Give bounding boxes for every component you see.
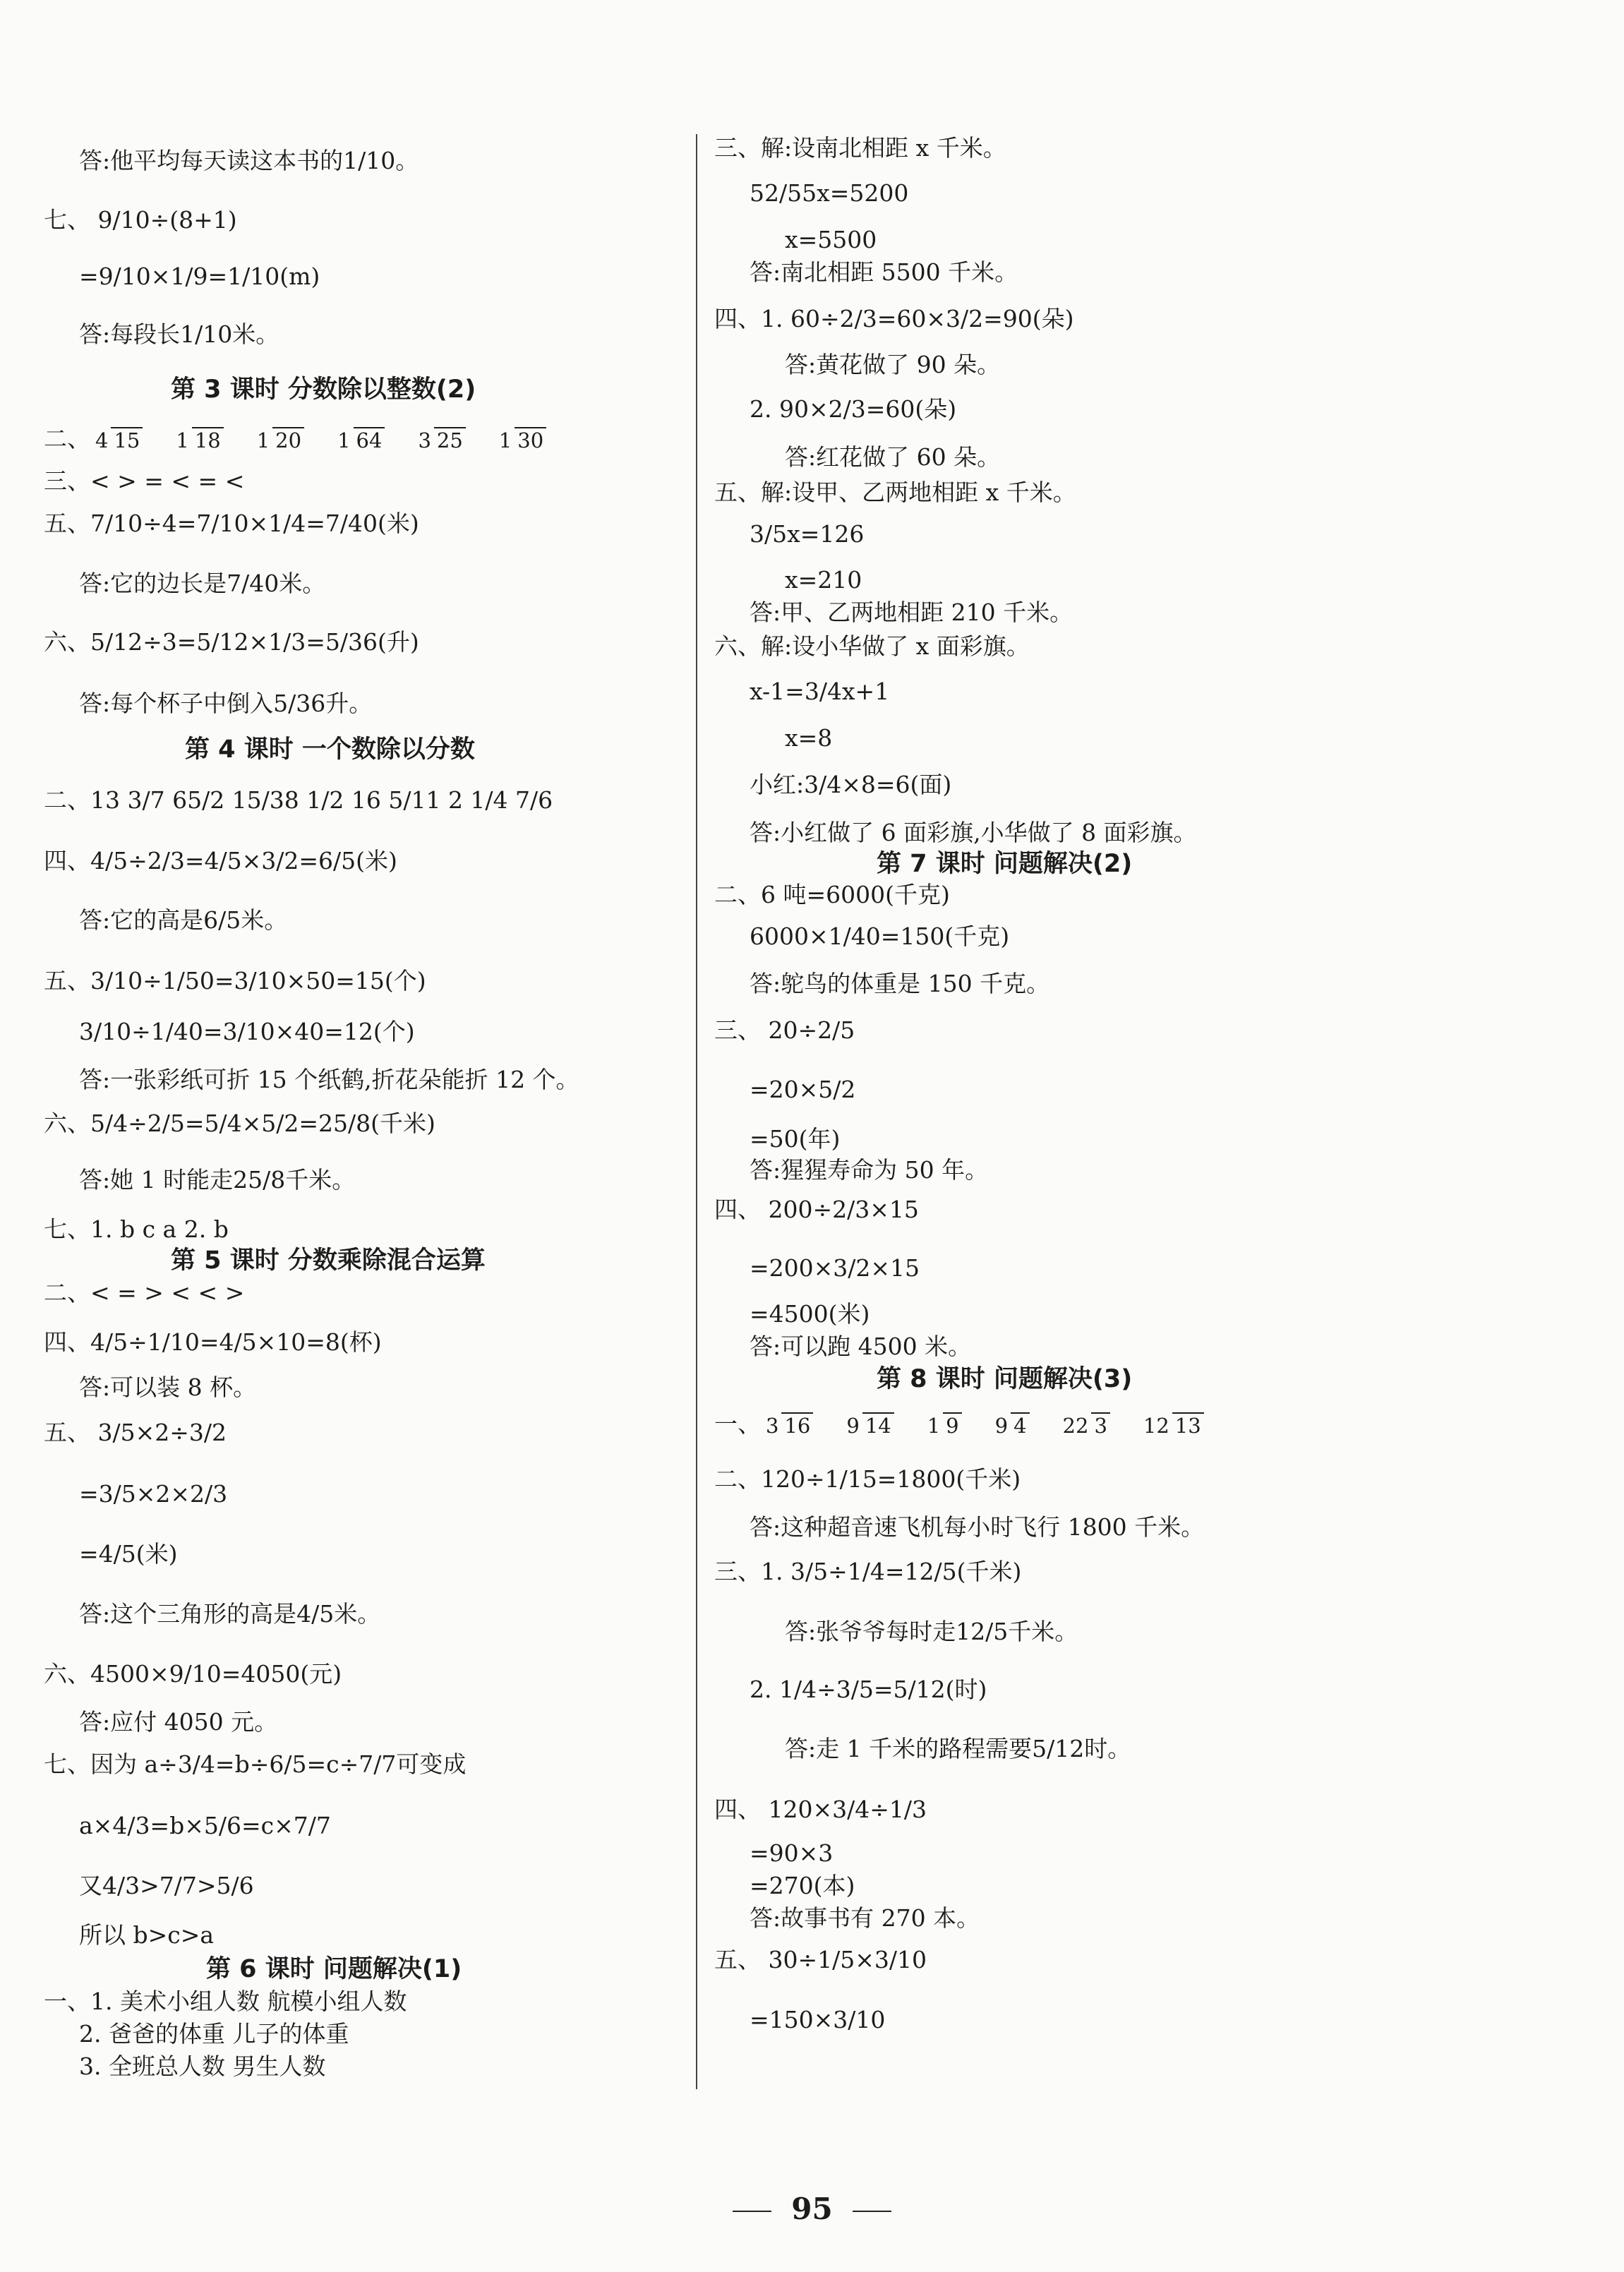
equation-line: 六、5/4÷2/5=5/4×5/2=25/8(千米) — [44, 1110, 435, 1137]
denominator: 64 — [354, 427, 385, 452]
equation-line: 七、因为 a÷3/4=b÷6/5=c÷7/7可变成 — [44, 1750, 467, 1778]
equation-line: =90×3 — [750, 1839, 834, 1867]
equation-line: =4/5(米) — [79, 1540, 178, 1568]
dash-left — [733, 2211, 771, 2212]
answer-line: 答:一张彩纸可折 15 个纸鹤,折花朵能折 12 个。 — [79, 1066, 579, 1093]
equation-line: 四、1. 60÷2/3=60×3/2=90(朵) — [714, 305, 1074, 332]
conclusion-line: 所以 b>c>a — [79, 1921, 215, 1949]
lesson-heading: 第 8 课时 问题解决(3) — [877, 1365, 1133, 1393]
fraction-answers — [761, 1410, 1232, 1438]
solution-line: 六、解:设小华做了 x 面彩旗。 — [714, 632, 1030, 660]
denominator: 15 — [111, 427, 143, 452]
equation-line: 三、 20÷2/5 — [714, 1016, 855, 1044]
fraction — [335, 428, 385, 452]
fraction — [254, 428, 304, 452]
answer-line: 答:每段长1/10米。 — [79, 320, 279, 348]
lesson-heading: 第 4 课时 一个数除以分数 — [185, 735, 475, 764]
comparison-line: 三、< > = < = < — [44, 467, 245, 495]
equation-line: 五、 3/5×2÷3/2 — [44, 1419, 227, 1446]
fraction-list — [714, 1409, 1232, 1440]
equation-line: =20×5/2 — [750, 1076, 856, 1103]
equation-line: 又4/3>7/7>5/6 — [79, 1872, 254, 1899]
equation-line: 小红:3/4×8=6(面) — [750, 771, 952, 798]
page-number — [0, 2192, 1624, 2226]
answer-line: 答:鸵鸟的体重是 150 千克。 — [750, 970, 1050, 997]
answer-line: 3. 全班总人数 男生人数 — [79, 2052, 326, 2080]
answer-line: 答:小红做了 6 面彩旗,小华做了 8 面彩旗。 — [750, 819, 1197, 846]
fraction — [843, 1414, 894, 1438]
solution-line: 三、解:设南北相距 x 千米。 — [714, 134, 1006, 162]
answer-line: 答:它的边长是7/40米。 — [79, 570, 326, 597]
numerator: 12 — [1143, 1414, 1169, 1438]
equation-line: 2. 1/4÷3/5=5/12(时) — [750, 1676, 987, 1703]
equation-line: 五、3/10÷1/50=3/10×50=15(个) — [44, 967, 426, 994]
equation-line: 五、 30÷1/5×3/10 — [714, 1946, 927, 1973]
equation-line: 3/5x=126 — [750, 520, 865, 548]
equation-line: x=210 — [785, 566, 862, 594]
numerator: 3 — [766, 1414, 779, 1438]
denominator: 30 — [515, 427, 546, 452]
answer-line: 答:可以装 8 杯。 — [79, 1374, 257, 1401]
answer-line: 答:走 1 千米的路程需要5/12时。 — [785, 1735, 1131, 1762]
comparison-line: 二、< = > < < > — [44, 1279, 245, 1306]
numerator: 9 — [994, 1414, 1009, 1438]
lesson-heading: 第 3 课时 分数除以整数(2) — [171, 375, 476, 404]
fraction-answers — [90, 425, 575, 452]
answer-line: 2. 爸爸的体重 儿子的体重 — [79, 2020, 349, 2048]
equation-line: 二、120÷1/15=1800(千米) — [714, 1465, 1021, 1493]
numerator: 22 — [1062, 1414, 1089, 1438]
denominator: 16 — [781, 1412, 813, 1438]
answer-line: 答:这个三角形的高是4/5米。 — [79, 1600, 381, 1628]
equation-line: 四、4/5÷1/10=4/5×10=8(杯) — [44, 1328, 382, 1356]
equation-line: =150×3/10 — [750, 2006, 886, 2033]
denominator: 3 — [1091, 1412, 1109, 1438]
solution-line: 五、解:设甲、乙两地相距 x 千米。 — [714, 479, 1076, 506]
numerator: 3 — [418, 428, 431, 452]
answer-line: 答:猩猩寿命为 50 年。 — [750, 1156, 989, 1184]
answer-line: 一、1. 美术小组人数 航模小组人数 — [44, 1988, 407, 2015]
answer-line: 答:每个杯子中倒入5/36升。 — [79, 690, 373, 717]
answer-line: 答:故事书有 270 本。 — [750, 1904, 980, 1932]
fraction-list: 二、13 3/7 65/2 15/38 1/2 16 5/11 2 1/4 7/6 — [44, 786, 553, 814]
item-label: 二、 — [44, 425, 90, 452]
denominator: 14 — [862, 1412, 894, 1438]
equation-line: 四、4/5÷2/3=4/5×3/2=6/5(米) — [44, 847, 397, 874]
page-number-text: 95 — [791, 2192, 833, 2226]
equation-line: =200×3/2×15 — [750, 1254, 920, 1282]
fraction — [925, 1414, 962, 1438]
fraction — [1060, 1414, 1110, 1438]
choice-line: 七、1. b c a 2. b — [44, 1215, 229, 1243]
numerator: 4 — [95, 428, 109, 452]
fraction — [173, 428, 223, 452]
equation-line: =4500(米) — [750, 1300, 870, 1328]
numerator: 9 — [846, 1414, 860, 1438]
answer-line: 答:应付 4050 元。 — [79, 1708, 278, 1736]
column-divider — [696, 134, 697, 2089]
equation-line: 四、 200÷2/3×15 — [714, 1196, 919, 1223]
lesson-heading: 第 6 课时 问题解决(1) — [206, 1955, 462, 1983]
denominator: 9 — [943, 1412, 961, 1438]
denominator: 4 — [1011, 1412, 1029, 1438]
equation-line: x=8 — [785, 724, 833, 752]
answer-line: 答:甲、乙两地相距 210 千米。 — [750, 599, 1073, 626]
equation-line: 六、5/12÷3=5/12×1/3=5/36(升) — [44, 628, 419, 656]
fraction — [415, 428, 465, 452]
numerator: 1 — [498, 428, 512, 452]
equation-line: 2. 90×2/3=60(朵) — [750, 395, 957, 423]
equation-line: =50(年) — [750, 1125, 841, 1153]
equation-line: 四、 120×3/4÷1/3 — [714, 1796, 927, 1823]
fraction — [92, 428, 143, 452]
lesson-heading: 第 7 课时 问题解决(2) — [877, 850, 1133, 878]
answer-line: 答:南北相距 5500 千米。 — [750, 258, 1018, 286]
fraction — [496, 428, 546, 452]
denominator: 20 — [272, 427, 304, 452]
fraction — [763, 1414, 813, 1438]
answer-line: 答:红花做了 60 朵。 — [785, 443, 1001, 471]
dash-right — [853, 2211, 891, 2212]
equation-line: 3/10÷1/40=3/10×40=12(个) — [79, 1018, 415, 1045]
equation-line: a×4/3=b×5/6=c×7/7 — [79, 1812, 331, 1839]
fraction-list — [44, 423, 575, 455]
answer-line: 答:她 1 时能走25/8千米。 — [79, 1166, 356, 1194]
numerator: 1 — [337, 428, 351, 452]
item-label: 一、 — [714, 1410, 761, 1438]
denominator: 18 — [192, 427, 224, 452]
answer-line: 答:可以跑 4500 米。 — [750, 1333, 972, 1360]
fraction — [1141, 1414, 1204, 1438]
equation-line: 五、7/10÷4=7/10×1/4=7/40(米) — [44, 510, 419, 537]
lesson-heading: 第 5 课时 分数乘除混合运算 — [171, 1246, 486, 1275]
equation-line: 6000×1/40=150(千克) — [750, 922, 1010, 950]
answer-line: 答:张爷爷每时走12/5千米。 — [785, 1618, 1078, 1645]
numerator: 1 — [256, 428, 270, 452]
equation-line: =270(本) — [750, 1872, 855, 1899]
numerator: 1 — [176, 428, 189, 452]
denominator: 13 — [1172, 1412, 1204, 1438]
equation-line: 六、4500×9/10=4050(元) — [44, 1660, 342, 1688]
equation-line: 二、6 吨=6000(千克) — [714, 881, 950, 908]
equation-line: x-1=3/4x+1 — [750, 678, 890, 705]
fraction — [992, 1414, 1030, 1438]
equation-line: 三、1. 3/5÷1/4=12/5(千米) — [714, 1558, 1022, 1585]
equation-line: 七、 9/10÷(8+1) — [44, 206, 237, 234]
denominator: 25 — [434, 427, 466, 452]
answer-line: 答:它的高是6/5米。 — [79, 906, 288, 934]
answer-line: 答:黄花做了 90 朵。 — [785, 351, 1001, 378]
answer-line: 答:他平均每天读这本书的1/10。 — [79, 147, 419, 174]
equation-line: x=5500 — [785, 226, 877, 253]
equation-line: =3/5×2×2/3 — [79, 1480, 228, 1508]
equation-line: 52/55x=5200 — [750, 179, 909, 207]
numerator: 1 — [927, 1414, 941, 1438]
equation-line: =9/10×1/9=1/10(m) — [79, 263, 320, 290]
answer-line: 答:这种超音速飞机每小时飞行 1800 千米。 — [750, 1513, 1205, 1541]
